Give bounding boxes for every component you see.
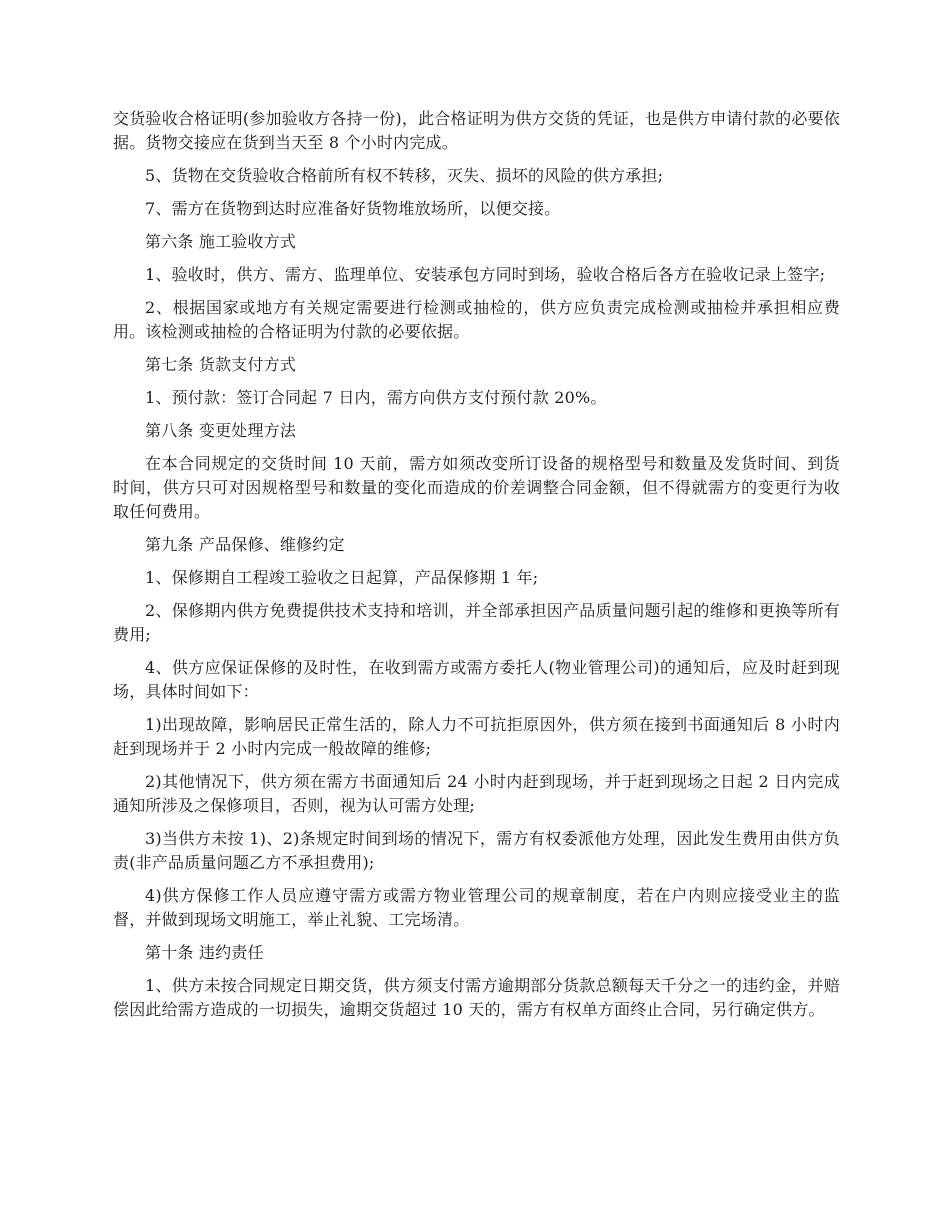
heading-article-7: 第七条 货款支付方式 <box>145 355 297 374</box>
paragraph-other-response: 2)其他情况下，供方须在需方书面通知后 24 小时内赶到现场，并于赶到现场之日起 2 日内完成通知所涉及之保修项目，否则，视为认可需方处理; <box>113 772 840 815</box>
heading-article-9: 第九条 产品保修、维修约定 <box>145 535 345 554</box>
paragraph-inspection-cost: 2、根据国家或地方有关规定需要进行检测或抽检的，供方应负责完成检测或抽检并承担相应费用。该检测或抽检的合格证明为付款的必要依据。 <box>113 298 840 341</box>
paragraph-delivery-certificate: 交货验收合格证明(参加验收方各持一份)，此合格证明为供方交货的凭证，也是供方申请付款的必要依据。货物交接应在货到当天至 8 个小时内完成。 <box>113 109 840 152</box>
paragraph-staff-conduct: 4)供方保修工作人员应遵守需方或需方物业管理公司的规章制度，若在户内则应接受业主的监督，并做到现场文明施工，举止礼貌、工完场清。 <box>113 886 840 929</box>
paragraph-missed-deadline: 3)当供方未按 1)、2)条规定时间到场的情况下，需方有权委派他方处理，因此发生费用由供方负责(非产品质量问题乙方不承担费用); <box>113 829 840 872</box>
heading-article-10: 第十条 违约责任 <box>145 943 264 962</box>
paragraph-fault-response: 1)出现故障，影响居民正常生活的，除人力不可抗拒原因外，供方须在接到书面通知后 8 小时内赶到现场并于 2 小时内完成一般故障的维修; <box>113 715 840 758</box>
heading-article-6: 第六条 施工验收方式 <box>145 232 297 251</box>
paragraph-storage-site: 7、需方在货物到达时应准备好货物堆放场所，以便交接。 <box>145 199 561 218</box>
paragraph-late-delivery-penalty: 1、供方未按合同规定日期交货，供方须支付需方逾期部分货款总额每天千分之一的违约金，并赔偿因此给需方造成的一切损失，逾期交货超过 10 天的，需方有权单方面终止合同，另行确定供方。 <box>113 976 840 1019</box>
paragraph-timely-service: 4、供方应保证保修的及时性，在收到需方或需方委托人(物业管理公司)的通知后，应及时赶到现场，具体时间如下： <box>113 658 840 701</box>
paragraph-advance-payment: 1、预付款：签订合同起 7 日内，需方向供方支付预付款 20%。 <box>145 388 607 407</box>
paragraph-warranty-period: 1、保修期自工程竣工验收之日起算，产品保修期 1 年; <box>145 568 539 587</box>
paragraph-free-support: 2、保修期内供方免费提供技术支持和培训，并全部承担因产品质量问题引起的维修和更换等所有费用; <box>113 601 840 644</box>
heading-article-8: 第八条 变更处理方法 <box>145 421 297 440</box>
paragraph-acceptance-signing: 1、验收时，供方、需方、监理单位、安装承包方同时到场，验收合格后各方在验收记录上签字; <box>145 265 826 284</box>
document-body <box>113 107 840 1031</box>
paragraph-ownership-transfer: 5、货物在交货验收合格前所有权不转移，灭失、损坏的风险的供方承担; <box>145 166 664 185</box>
paragraph-change-handling: 在本合同规定的交货时间 10 天前，需方如须改变所订设备的规格型号和数量及发货时间、到货时间，供方只可对因规格型号和数量的变化而造成的价差调整合同金额，但不得就需方的变更行为收取任何费用。 <box>113 454 840 521</box>
